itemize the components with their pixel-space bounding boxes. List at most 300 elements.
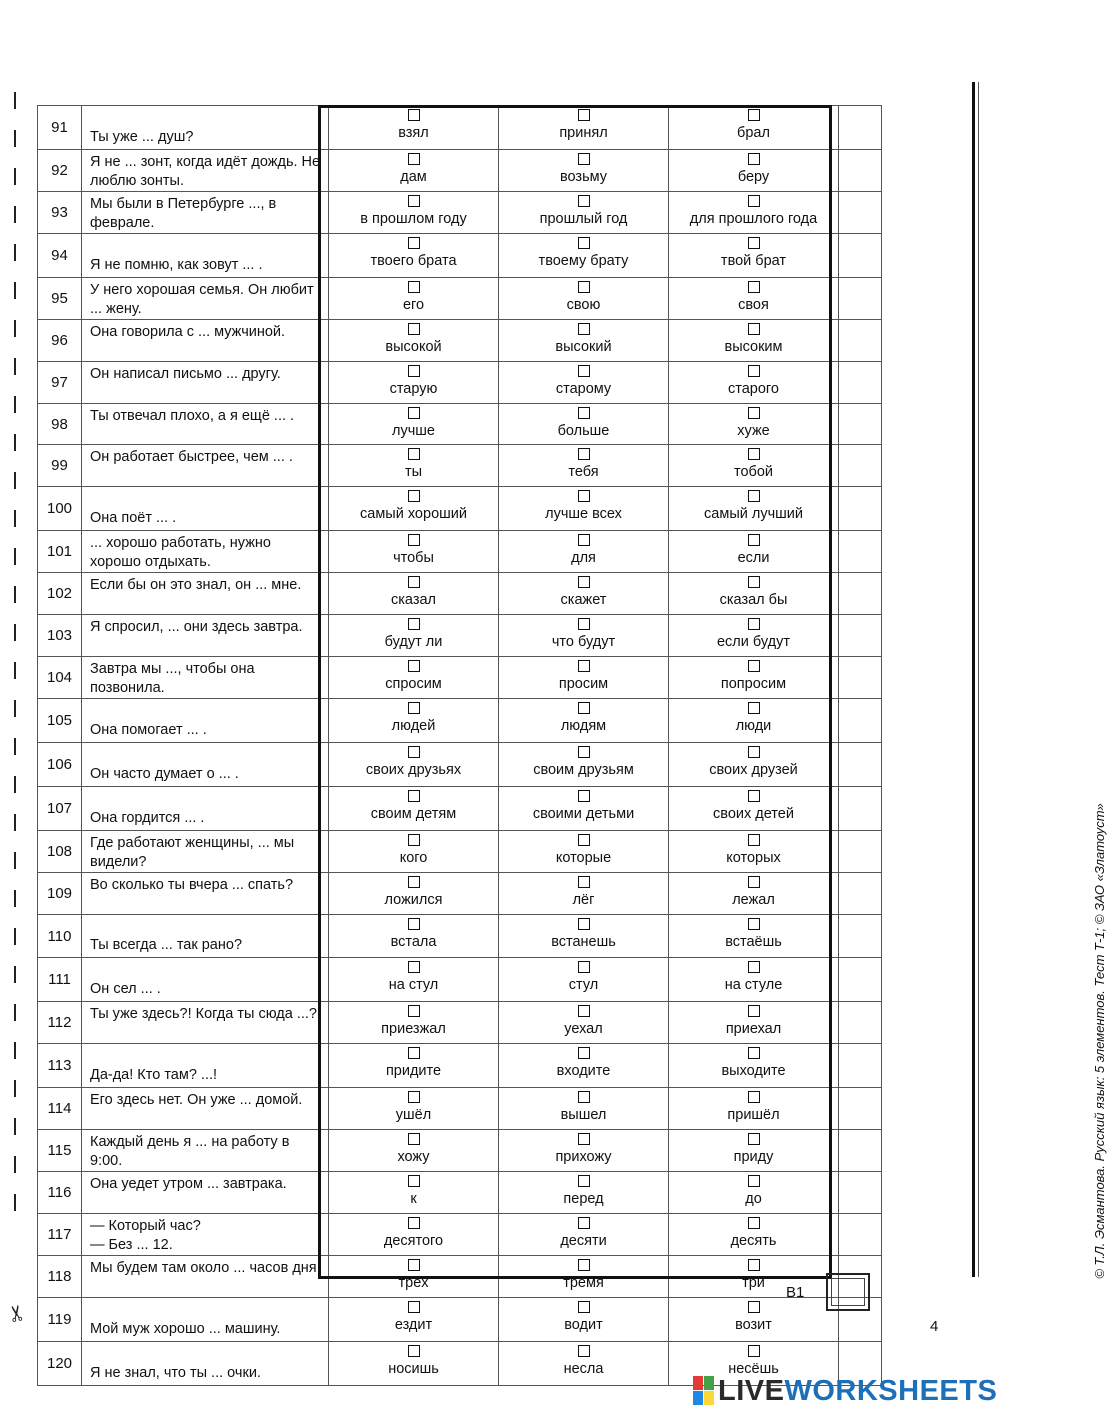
answer-checkbox[interactable] — [578, 323, 590, 335]
score-cell — [839, 191, 882, 233]
answer-option — [499, 403, 669, 445]
answer-option — [329, 1044, 499, 1088]
answer-checkbox[interactable] — [578, 109, 590, 121]
answer-option — [329, 1002, 499, 1044]
answer-option — [669, 786, 839, 830]
answer-checkbox[interactable] — [408, 323, 420, 335]
answer-option-label: его — [402, 296, 425, 313]
answer-option-label: своим детям — [370, 805, 457, 822]
answer-option-label: больше — [557, 422, 610, 439]
answer-option — [499, 872, 669, 914]
answer-option — [499, 106, 669, 150]
question-number: 119 — [38, 1297, 82, 1341]
score-cell — [839, 319, 882, 361]
question-number: 118 — [38, 1255, 82, 1297]
score-cell — [839, 958, 882, 1002]
answer-option — [499, 487, 669, 531]
answer-option — [499, 830, 669, 872]
answer-option-label: самый лучший — [704, 506, 803, 523]
liveworksheets-logo-icon — [693, 1376, 715, 1406]
answer-option-label: тремя — [563, 1274, 604, 1291]
question-text: ... хорошо работать, нужно хорошо отдыхать. — [82, 531, 329, 573]
answer-option-label: ушёл — [395, 1107, 432, 1124]
answer-checkbox[interactable] — [748, 281, 760, 293]
answer-checkbox[interactable] — [408, 961, 420, 973]
question-text: Его здесь нет. Он уже ... домой. — [82, 1088, 329, 1130]
answer-option — [329, 445, 499, 487]
answer-checkbox[interactable] — [578, 534, 590, 546]
answer-checkbox[interactable] — [578, 407, 590, 419]
answer-checkbox[interactable] — [408, 618, 420, 630]
answer-option-label: скажет — [560, 592, 607, 609]
question-text: Ты уже ... душ? — [82, 106, 329, 150]
answer-checkbox[interactable] — [748, 576, 760, 588]
answer-checkbox[interactable] — [578, 961, 590, 973]
question-text: Он сел ... . — [82, 958, 329, 1002]
question-text: Да-да! Кто там? ...! — [82, 1044, 329, 1088]
answer-checkbox[interactable] — [748, 918, 760, 930]
answer-option-label: брал — [737, 125, 770, 141]
cut-mark — [14, 776, 16, 793]
cut-mark — [14, 206, 16, 223]
question-row — [38, 361, 882, 403]
question-number: 107 — [38, 786, 82, 830]
answer-checkbox[interactable] — [408, 109, 420, 121]
question-number: 103 — [38, 615, 82, 657]
binding-line-thin — [978, 82, 979, 1277]
answer-checkbox[interactable] — [578, 834, 590, 846]
question-text: Он написал письмо ... другу. — [82, 361, 329, 403]
answer-checkbox[interactable] — [578, 1175, 590, 1187]
answer-checkbox[interactable] — [408, 153, 420, 165]
answer-checkbox[interactable] — [408, 448, 420, 460]
question-row — [38, 233, 882, 277]
question-number: 105 — [38, 699, 82, 743]
answer-checkbox[interactable] — [578, 153, 590, 165]
cut-mark — [14, 434, 16, 451]
answer-checkbox[interactable] — [748, 746, 760, 758]
score-cell — [839, 573, 882, 615]
answer-checkbox[interactable] — [748, 237, 760, 249]
answer-checkbox[interactable] — [578, 365, 590, 377]
answer-option-label: три — [742, 1274, 765, 1291]
answer-checkbox[interactable] — [748, 790, 760, 802]
question-number: 91 — [38, 106, 82, 150]
answer-option — [329, 277, 499, 319]
question-text: Она гордится ... . — [82, 786, 329, 830]
answer-checkbox[interactable] — [408, 834, 420, 846]
page-number: 4 — [930, 1318, 939, 1335]
answer-checkbox[interactable] — [408, 1091, 420, 1103]
answer-checkbox[interactable] — [578, 876, 590, 888]
answer-option — [499, 277, 669, 319]
answer-checkbox[interactable] — [578, 1047, 590, 1059]
score-cell — [839, 830, 882, 872]
answer-checkbox[interactable] — [408, 1217, 420, 1229]
answer-option — [669, 106, 839, 150]
question-number: 94 — [38, 233, 82, 277]
answer-option — [329, 742, 499, 786]
answer-checkbox[interactable] — [578, 1217, 590, 1229]
answer-checkbox[interactable] — [578, 281, 590, 293]
answer-checkbox[interactable] — [578, 918, 590, 930]
answer-option-label: попросим — [720, 676, 787, 693]
answer-option-label: люди — [735, 718, 772, 735]
answer-option-label: уехал — [564, 1021, 603, 1038]
question-row — [38, 1088, 882, 1130]
answer-option-label: лёг — [572, 891, 595, 908]
question-row — [38, 403, 882, 445]
answer-checkbox[interactable] — [748, 1091, 760, 1103]
score-cell — [839, 1130, 882, 1172]
answer-checkbox[interactable] — [578, 576, 590, 588]
answer-code-box[interactable] — [826, 1273, 870, 1311]
answer-option — [499, 233, 669, 277]
brand-name-prefix: LIVE — [718, 1374, 785, 1407]
answer-option — [669, 914, 839, 958]
answer-option — [329, 319, 499, 361]
answer-checkbox[interactable] — [578, 1301, 590, 1313]
answer-checkbox[interactable] — [748, 1133, 760, 1145]
answer-option-label: до — [745, 1191, 762, 1208]
answer-option — [669, 1130, 839, 1172]
answer-option — [669, 1002, 839, 1044]
answer-option-label: придите — [385, 1063, 442, 1080]
answer-option — [669, 830, 839, 872]
answer-checkbox[interactable] — [748, 153, 760, 165]
answer-option-label: ты — [404, 464, 423, 481]
answer-option — [499, 1044, 669, 1088]
question-row — [38, 191, 882, 233]
answer-checkbox[interactable] — [748, 534, 760, 546]
answer-option-label: кого — [399, 849, 428, 866]
answer-checkbox[interactable] — [748, 109, 760, 121]
answer-checkbox[interactable] — [748, 834, 760, 846]
answer-option-label: что будут — [551, 634, 616, 651]
score-cell — [839, 699, 882, 743]
answer-option — [499, 319, 669, 361]
answer-option-label: людям — [560, 718, 607, 735]
question-number: 106 — [38, 742, 82, 786]
test-table — [37, 105, 882, 1386]
answer-option — [329, 149, 499, 191]
question-row — [38, 277, 882, 319]
answer-checkbox[interactable] — [408, 534, 420, 546]
cut-mark — [14, 852, 16, 869]
answer-option — [329, 1297, 499, 1341]
answer-option-label: твоему брату — [538, 252, 629, 269]
answer-checkbox[interactable] — [748, 407, 760, 419]
answer-option — [669, 1255, 839, 1297]
answer-option — [329, 191, 499, 233]
answer-option — [669, 1088, 839, 1130]
question-row — [38, 1172, 882, 1214]
question-text: Он часто думает о ... . — [82, 742, 329, 786]
answer-checkbox[interactable] — [578, 1345, 590, 1357]
answer-option — [669, 1213, 839, 1255]
answer-checkbox[interactable] — [408, 490, 420, 502]
cut-mark — [14, 282, 16, 299]
answer-checkbox[interactable] — [578, 448, 590, 460]
answer-option-label: встанешь — [551, 933, 616, 950]
answer-option — [329, 1213, 499, 1255]
answer-option-label: твой брат — [720, 252, 787, 269]
answer-option — [329, 1172, 499, 1214]
answer-option-label: которых — [726, 849, 781, 866]
answer-checkbox[interactable] — [408, 1301, 420, 1313]
answer-checkbox[interactable] — [408, 790, 420, 802]
answer-option — [499, 149, 669, 191]
answer-option — [329, 1088, 499, 1130]
answer-option-label: возит — [735, 1316, 772, 1333]
answer-checkbox[interactable] — [578, 746, 590, 758]
score-cell — [839, 445, 882, 487]
score-cell — [839, 615, 882, 657]
answer-checkbox[interactable] — [578, 1133, 590, 1145]
cut-mark — [14, 320, 16, 337]
answer-option — [499, 1088, 669, 1130]
question-number: 112 — [38, 1002, 82, 1044]
question-number: 104 — [38, 657, 82, 699]
answer-option-label: приехал — [725, 1021, 782, 1038]
scissors-icon: ✂ — [2, 1301, 31, 1325]
answer-option-label: на стуле — [724, 977, 783, 994]
answer-option-label: просим — [558, 676, 609, 693]
binding-line-thick — [972, 82, 975, 1277]
answer-option — [499, 191, 669, 233]
answer-option-label: людей — [391, 718, 436, 735]
answer-option — [329, 872, 499, 914]
cut-mark — [14, 92, 16, 109]
answer-option-label: несла — [563, 1360, 604, 1377]
answer-option-label: своих друзей — [709, 761, 798, 778]
score-cell — [839, 1172, 882, 1214]
answer-checkbox[interactable] — [578, 618, 590, 630]
score-cell — [839, 657, 882, 699]
answer-option — [499, 914, 669, 958]
question-number: 92 — [38, 149, 82, 191]
question-row — [38, 657, 882, 699]
score-cell — [839, 233, 882, 277]
answer-checkbox[interactable] — [408, 576, 420, 588]
question-text: Я не ... зонт, когда идёт дождь. Не люблю зонты. — [82, 149, 329, 191]
answer-checkbox[interactable] — [748, 1259, 760, 1271]
answer-option — [669, 699, 839, 743]
question-row — [38, 872, 882, 914]
answer-option — [499, 958, 669, 1002]
answer-checkbox[interactable] — [578, 1005, 590, 1017]
answer-option-label: старому — [555, 380, 612, 397]
answer-option-label: сказал — [391, 592, 436, 609]
answer-checkbox[interactable] — [408, 1175, 420, 1187]
answer-option-label: своим друзьям — [533, 761, 634, 778]
answer-option — [329, 487, 499, 531]
question-text: Я спросил, ... они здесь завтра. — [82, 615, 329, 657]
answer-option-label: перед — [563, 1191, 604, 1208]
answer-option-label: приезжал — [381, 1021, 446, 1038]
answer-checkbox[interactable] — [408, 1259, 420, 1271]
answer-option — [669, 1172, 839, 1214]
question-number: 116 — [38, 1172, 82, 1214]
answer-checkbox[interactable] — [748, 702, 760, 714]
answer-checkbox[interactable] — [408, 660, 420, 672]
question-text: — Который час? — Без ... 12. — [82, 1213, 329, 1255]
answer-code-label: B1 — [786, 1284, 805, 1301]
question-row — [38, 699, 882, 743]
answer-checkbox[interactable] — [408, 1133, 420, 1145]
question-number: 111 — [38, 958, 82, 1002]
answer-checkbox[interactable] — [408, 237, 420, 249]
answer-checkbox[interactable] — [408, 1345, 420, 1357]
score-cell — [839, 403, 882, 445]
answer-checkbox[interactable] — [408, 746, 420, 758]
answer-option — [669, 445, 839, 487]
cut-mark — [14, 1194, 16, 1211]
answer-option-label: прошлый год — [539, 210, 628, 227]
answer-checkbox[interactable] — [748, 195, 760, 207]
cut-mark — [14, 1042, 16, 1059]
answer-option-label: водит — [564, 1316, 603, 1333]
answer-checkbox[interactable] — [748, 490, 760, 502]
answer-option-label: хожу — [397, 1149, 430, 1166]
answer-option — [669, 319, 839, 361]
answer-option — [329, 531, 499, 573]
answer-checkbox[interactable] — [408, 365, 420, 377]
answer-checkbox[interactable] — [578, 790, 590, 802]
question-text: Мы были в Петербурге ..., в феврале. — [82, 191, 329, 233]
answer-option-label: своих друзьях — [365, 761, 462, 778]
question-number: 117 — [38, 1213, 82, 1255]
score-cell — [839, 1002, 882, 1044]
score-cell — [839, 487, 882, 531]
answer-checkbox[interactable] — [578, 702, 590, 714]
question-row — [38, 531, 882, 573]
cut-mark — [14, 548, 16, 565]
answer-option-label: если будут — [716, 634, 790, 651]
question-number: 109 — [38, 872, 82, 914]
answer-checkbox[interactable] — [748, 365, 760, 377]
question-number: 120 — [38, 1341, 82, 1385]
answer-checkbox[interactable] — [578, 490, 590, 502]
answer-option-label: выходите — [721, 1063, 786, 1080]
cut-mark — [14, 130, 16, 147]
question-row — [38, 1130, 882, 1172]
answer-option — [329, 786, 499, 830]
answer-option-label: чтобы — [393, 550, 434, 567]
answer-option — [669, 573, 839, 615]
question-text: Каждый день я ... на работу в 9:00. — [82, 1130, 329, 1172]
answer-option — [329, 699, 499, 743]
answer-option-label: для прошлого года — [689, 210, 818, 227]
answer-checkbox[interactable] — [408, 281, 420, 293]
answer-checkbox[interactable] — [408, 702, 420, 714]
brand-name — [718, 1375, 997, 1408]
answer-option-label: взял — [398, 125, 429, 141]
score-cell — [839, 914, 882, 958]
answer-checkbox[interactable] — [748, 1301, 760, 1313]
answer-checkbox[interactable] — [748, 448, 760, 460]
answer-option-label: пришёл — [727, 1107, 780, 1124]
answer-checkbox[interactable] — [578, 1259, 590, 1271]
question-row — [38, 1255, 882, 1297]
answer-checkbox[interactable] — [748, 1217, 760, 1229]
answer-option-label: встала — [390, 933, 437, 950]
liveworksheets-brand[interactable] — [693, 1374, 997, 1408]
cut-mark — [14, 662, 16, 679]
question-text: Ты отвечал плохо, а я ещё ... . — [82, 403, 329, 445]
answer-checkbox[interactable] — [408, 1047, 420, 1059]
answer-option-label: старую — [389, 380, 438, 397]
score-cell — [839, 742, 882, 786]
answer-checkbox[interactable] — [748, 1005, 760, 1017]
cut-mark — [14, 244, 16, 261]
answer-option — [499, 657, 669, 699]
answer-checkbox[interactable] — [408, 195, 420, 207]
cut-mark — [14, 928, 16, 945]
answer-option-label: свою — [566, 296, 601, 313]
cut-mark — [14, 700, 16, 717]
answer-option-label: для — [571, 550, 596, 567]
score-cell — [839, 872, 882, 914]
answer-checkbox[interactable] — [748, 660, 760, 672]
answer-option-label: входите — [556, 1063, 611, 1080]
answer-option — [669, 191, 839, 233]
answer-option — [669, 233, 839, 277]
answer-checkbox[interactable] — [748, 618, 760, 630]
answer-checkbox[interactable] — [748, 1175, 760, 1187]
cut-line-marks — [14, 92, 20, 1232]
question-text: Она уедет утром ... завтрака. — [82, 1172, 329, 1214]
question-text: Он работает быстрее, чем ... . — [82, 445, 329, 487]
answer-checkbox[interactable] — [578, 195, 590, 207]
question-text: Завтра мы ..., чтобы она позвонила. — [82, 657, 329, 699]
cut-mark — [14, 624, 16, 641]
answer-checkbox[interactable] — [408, 876, 420, 888]
answer-option — [499, 531, 669, 573]
answer-checkbox[interactable] — [748, 323, 760, 335]
answer-checkbox[interactable] — [578, 237, 590, 249]
answer-checkbox[interactable] — [408, 407, 420, 419]
answer-checkbox[interactable] — [578, 1091, 590, 1103]
answer-checkbox[interactable] — [408, 918, 420, 930]
answer-checkbox[interactable] — [748, 876, 760, 888]
answer-checkbox[interactable] — [408, 1005, 420, 1017]
question-row — [38, 830, 882, 872]
answer-option-label: вышел — [560, 1107, 607, 1124]
answer-checkbox[interactable] — [748, 1047, 760, 1059]
answer-checkbox[interactable] — [748, 1345, 760, 1357]
question-text: У него хорошая семья. Он любит ... жену. — [82, 277, 329, 319]
answer-option-label: твоего брата — [370, 252, 457, 269]
question-row — [38, 742, 882, 786]
answer-option-label: своя — [738, 296, 769, 313]
cut-mark — [14, 1004, 16, 1021]
answer-checkbox[interactable] — [748, 961, 760, 973]
score-cell — [839, 149, 882, 191]
question-row — [38, 106, 882, 150]
answer-checkbox[interactable] — [578, 660, 590, 672]
answer-option-label: своих детей — [713, 805, 794, 822]
question-text: Ты всегда ... так рано? — [82, 914, 329, 958]
question-row — [38, 1213, 882, 1255]
answer-option — [329, 615, 499, 657]
answer-option-label: высоким — [724, 338, 783, 355]
question-number: 101 — [38, 531, 82, 573]
cut-mark — [14, 966, 16, 983]
answer-option — [329, 106, 499, 150]
answer-option — [669, 403, 839, 445]
cut-mark — [14, 814, 16, 831]
